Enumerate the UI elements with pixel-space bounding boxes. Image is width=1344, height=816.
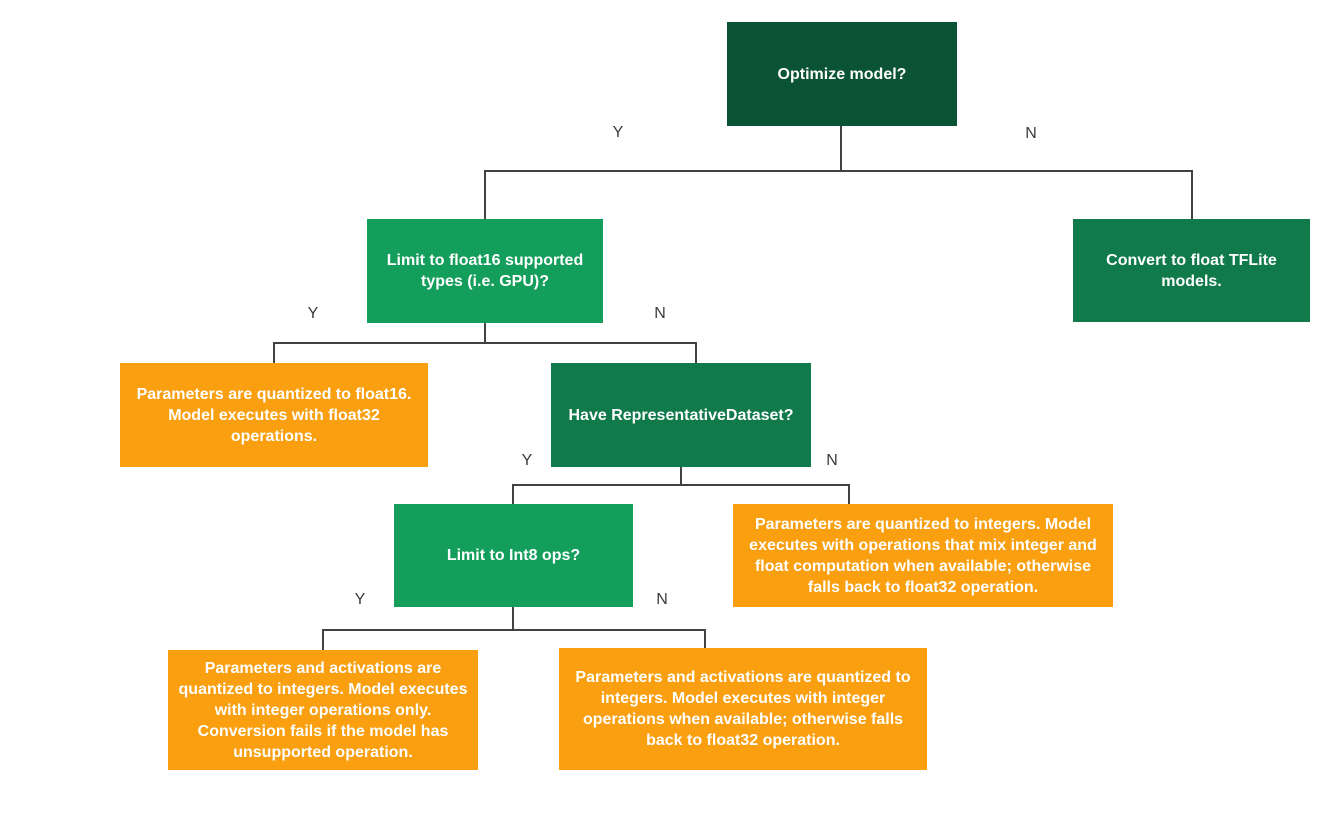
connector-dataset-no-drop	[848, 484, 850, 504]
connector-optimize-branch	[484, 170, 1193, 172]
branch-label-optimize-yes: Y	[612, 124, 624, 141]
connector-int8-yes-drop	[322, 629, 324, 650]
node-optimize-model: Optimize model?	[727, 22, 957, 126]
node-limit-int8-ops: Limit to Int8 ops?	[394, 504, 633, 607]
connector-int8-branch	[322, 629, 706, 631]
node-result-mixed-int-float: Parameters are quantized to integers. Model executes with operations that mix integer and float computation when available; otherwise falls back to float32 operation.	[733, 504, 1113, 607]
connector-int8-no-drop	[704, 629, 706, 648]
branch-label-dataset-yes: Y	[521, 452, 533, 469]
connector-dataset-yes-drop	[512, 484, 514, 504]
branch-label-dataset-no: N	[826, 452, 838, 469]
connector-float16-no-drop	[695, 342, 697, 363]
branch-label-int8-yes: Y	[354, 591, 366, 608]
connector-dataset-branch	[512, 484, 850, 486]
node-limit-float16: Limit to float16 supported types (i.e. GPU)?	[367, 219, 603, 323]
connector-optimize-yes-drop	[484, 170, 486, 219]
connector-float16-yes-drop	[273, 342, 275, 363]
node-result-integer-fallback: Parameters and activations are quantized to integers. Model executes with integer operations when available; otherwise falls back to float32 operation.	[559, 648, 927, 770]
branch-label-optimize-no: N	[1025, 125, 1037, 142]
connector-optimize-stem	[840, 126, 842, 172]
node-have-representative-dataset: Have RepresentativeDataset?	[551, 363, 811, 467]
branch-label-float16-yes: Y	[307, 305, 319, 322]
branch-label-float16-no: N	[654, 305, 666, 322]
node-convert-float-tflite: Convert to float TFLite models.	[1073, 219, 1310, 322]
branch-label-int8-no: N	[656, 591, 668, 608]
connector-float16-branch	[273, 342, 697, 344]
connector-int8-stem	[512, 607, 514, 631]
node-result-integer-only: Parameters and activations are quantized to integers. Model executes with integer operations only. Conversion fails if the model has unsupported operation.	[168, 650, 478, 770]
connector-optimize-no-drop	[1191, 170, 1193, 219]
node-result-float16-quantized: Parameters are quantized to float16. Model executes with float32 operations.	[120, 363, 428, 467]
connector-float16-stem	[484, 323, 486, 344]
